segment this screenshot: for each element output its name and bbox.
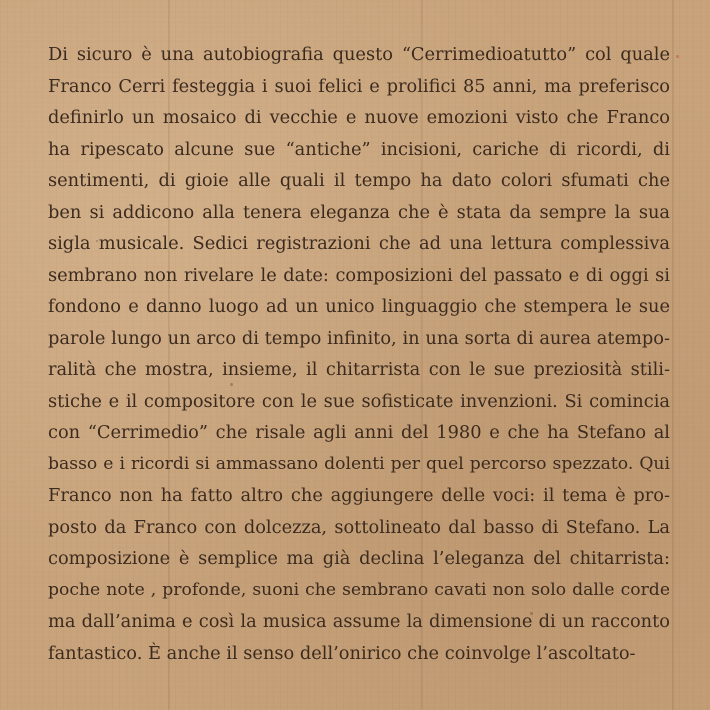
text-line: ha ripescato alcune sue “antiche” incisioni, cariche di ricordi, di — [48, 138, 670, 160]
text-line: sembrano non rivelare le date: composizioni del passato e di oggi si — [48, 264, 670, 286]
text-line: sigla musicale. Sedici registrazioni che ad una lettura complessiva — [48, 233, 670, 254]
text-line: Di sicuro è una autobiografia questo “Cerrimedioatutto” col quale — [48, 44, 670, 65]
text-line: posto da Franco con dolcezza, sottolineato dal basso di Stefano. La — [48, 516, 670, 538]
text-line: composizione è semplice ma già declina l’eleganza del chitarrista: — [48, 548, 670, 569]
text-line: fondono e danno luogo ad un unico linguaggio che stempera le sue — [48, 296, 670, 317]
text-line: definirlo un mosaico di vecchie e nuove emozioni visto che Franco — [48, 107, 670, 128]
text-line: parole lungo un arco di tempo infinito, in una sorta di aurea atempo- — [48, 327, 670, 349]
text-line: stiche e il compositore con le sue sofisticate invenzioni. Si comincia — [48, 390, 670, 412]
text-line: ralità che mostra, insieme, il chitarrista con le sue preziosità stili- — [48, 359, 670, 380]
text-line: Franco Cerri festeggia i suoi felici e prolifici 85 anni, ma preferisco — [48, 75, 670, 97]
liner-notes-text — [48, 39, 670, 669]
text-line: sentimenti, di gioie alle quali il tempo ha dato colori sfumati che — [48, 170, 670, 191]
paper-speck — [676, 55, 679, 58]
text-line: poche note , profonde, suoni che sembrano cavati non solo dalle corde — [48, 579, 670, 600]
text-line: fantastico. È anche il senso dell’onirico che coinvolge l’ascoltato- — [48, 642, 636, 664]
text-line: basso e i ricordi si ammassano dolenti per quel percorso spezzato. Qui — [48, 453, 670, 474]
cardboard-fold-line — [672, 0, 674, 710]
text-line: ma dall’anima e così la musica assume la dimensione di un racconto — [48, 611, 670, 632]
text-line: con “Cerrimedio” che risale agli anni del 1980 e che ha Stefano al — [48, 422, 670, 443]
text-line: ben si addicono alla tenera eleganza che è stata da sempre la sua — [48, 201, 670, 223]
text-line: Franco non ha fatto altro che aggiungere delle voci: il tema è pro- — [48, 485, 670, 506]
